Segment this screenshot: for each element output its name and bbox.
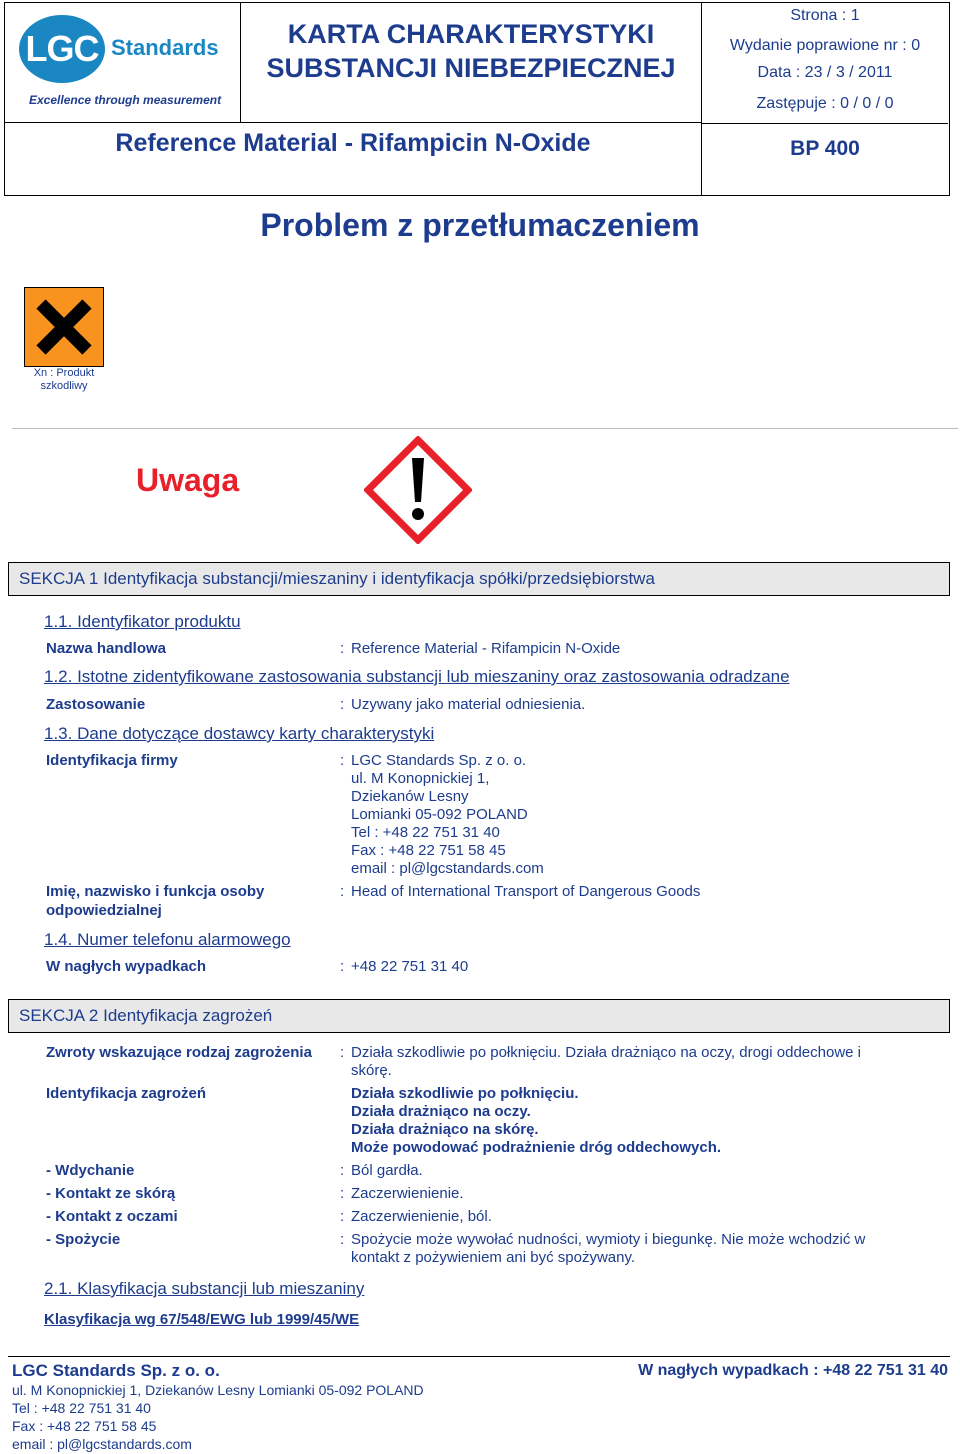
use-label: Zastosowanie bbox=[46, 696, 146, 713]
company-line: Fax : +48 22 751 58 45 bbox=[351, 842, 506, 859]
responsible-person-label: odpowiedzialnej bbox=[46, 902, 162, 919]
footer-tel: Tel : +48 22 751 31 40 bbox=[12, 1400, 151, 1416]
use-value: Uzywany jako material odniesienia. bbox=[351, 696, 586, 713]
meta-divider bbox=[702, 123, 948, 124]
ingestion-label: - Spożycie bbox=[46, 1231, 121, 1248]
meta-cell bbox=[701, 3, 949, 195]
section1-header bbox=[8, 562, 950, 596]
revision-date: Data : 23 / 3 / 2011 bbox=[757, 64, 893, 81]
hazard-statement: Działa drażniąco na skórę. bbox=[351, 1121, 539, 1138]
hazard-symbol-caption: szkodliwy bbox=[40, 380, 88, 392]
emergency-value: +48 22 751 31 40 bbox=[351, 958, 469, 975]
document-header bbox=[4, 2, 950, 196]
hazard-identification-label: Identyfikacja zagrożeń bbox=[46, 1085, 207, 1102]
colon: : bbox=[340, 883, 345, 900]
risk-phrases-label: Zwroty wskazujące rodzaj zagrożenia bbox=[46, 1044, 312, 1061]
footer-emergency: W nagłych wypadkach : +48 22 751 31 40 bbox=[638, 1362, 948, 1379]
emergency-label: W nagłych wypadkach bbox=[46, 958, 207, 975]
skin-contact-label: - Kontakt ze skórą bbox=[46, 1185, 176, 1202]
eye-contact-value: Zaczerwienienie, ból. bbox=[351, 1208, 492, 1225]
company-label: Identyfikacja firmy bbox=[46, 752, 178, 769]
subsection-2-1: 2.1. Klasyfikacja substancji lub mieszaniny bbox=[44, 1279, 365, 1298]
classification-directive: Klasyfikacja wg 67/548/EWG lub 1999/45/WE bbox=[44, 1311, 360, 1328]
eye-contact-label: - Kontakt z oczami bbox=[46, 1208, 178, 1225]
harmful-cross-icon bbox=[24, 287, 104, 367]
company-line: Dziekanów Lesny bbox=[351, 788, 469, 805]
company-line: Lomianki 05-092 POLAND bbox=[351, 806, 528, 823]
section1-title: SEKCJA 1 Identyfikacja substancji/mieszaniny i identyfikacja spółki/przedsiębiorstwa bbox=[19, 569, 655, 588]
responsible-person-label: Imię, nazwisko i funkcja osoby bbox=[46, 883, 265, 900]
supersedes: Zastępuje : 0 / 0 / 0 bbox=[756, 95, 894, 112]
company-line: Tel : +48 22 751 31 40 bbox=[351, 824, 500, 841]
colon: : bbox=[340, 1231, 345, 1248]
trade-name-label: Nazwa handlowa bbox=[46, 640, 167, 657]
ingestion-value: Spożycie może wywołać nudności, wymioty i biegunkę. Nie może wchodzić w bbox=[351, 1231, 866, 1248]
product-title: Reference Material - Rifampicin N-Oxide bbox=[115, 129, 591, 157]
footer-divider bbox=[8, 1356, 950, 1357]
subsection-1-1: 1.1. Identyfikator produktu bbox=[44, 612, 241, 631]
company-line: LGC Standards Sp. z o. o. bbox=[351, 752, 527, 769]
revision-number: Wydanie poprawione nr : 0 bbox=[729, 37, 921, 54]
colon: : bbox=[340, 958, 345, 975]
logo-tagline: Excellence through measurement bbox=[29, 93, 222, 107]
signal-word: Uwaga bbox=[136, 462, 240, 498]
hazard-statement: Działa szkodliwie po połknięciu. bbox=[351, 1085, 579, 1102]
footer-email: email : pl@lgcstandards.com bbox=[12, 1436, 192, 1452]
inhalation-label: - Wdychanie bbox=[46, 1162, 135, 1179]
footer-fax: Fax : +48 22 751 58 45 bbox=[12, 1418, 157, 1434]
hazard-statement: Może powodować podrażnienie dróg oddechowych. bbox=[351, 1139, 722, 1156]
lgc-logo: LGC bbox=[19, 15, 105, 83]
colon: : bbox=[340, 1185, 345, 1202]
colon: : bbox=[340, 1208, 345, 1225]
translation-notice: Problem z przetłumaczeniem bbox=[260, 207, 700, 243]
exclamation-mark-icon bbox=[364, 436, 472, 544]
company-email: email : pl@lgcstandards.com bbox=[351, 860, 544, 877]
logo-wordmark: Standards bbox=[111, 35, 219, 60]
page-number: Strona : 1 bbox=[790, 7, 860, 24]
ingestion-value: kontakt z pożywieniem ani być spożywany. bbox=[351, 1249, 636, 1266]
risk-phrases-value: skórę. bbox=[351, 1062, 392, 1079]
document-title-line2: SUBSTANCJI NIEBEZPIECZNEJ bbox=[266, 53, 676, 83]
colon: : bbox=[340, 752, 345, 769]
skin-contact-value: Zaczerwienienie. bbox=[351, 1185, 464, 1202]
section2-header bbox=[8, 999, 950, 1033]
colon: : bbox=[340, 1044, 345, 1061]
colon: : bbox=[340, 640, 345, 657]
footer-address: ul. M Konopnickiej 1, Dziekanów Lesny Lomianki 05-092 POLAND bbox=[12, 1382, 424, 1398]
subsection-1-4: 1.4. Numer telefonu alarmowego bbox=[44, 930, 291, 949]
title-cell bbox=[241, 3, 701, 123]
trade-name-value: Reference Material - Rifampicin N-Oxide bbox=[351, 640, 621, 657]
footer-company: LGC Standards Sp. z o. o. bbox=[12, 1361, 220, 1380]
risk-phrases-value: Działa szkodliwie po połknięciu. Działa drażniąco na oczy, drogi oddechowe i bbox=[351, 1044, 861, 1061]
product-code: BP 400 bbox=[790, 137, 860, 160]
company-line: ul. M Konopnickiej 1, bbox=[351, 770, 490, 787]
document-title-line1: KARTA CHARAKTERYSTYKI bbox=[287, 19, 655, 49]
logo-cell bbox=[5, 3, 241, 123]
section2-title: SEKCJA 2 Identyfikacja zagrożeń bbox=[19, 1006, 273, 1025]
responsible-person-value: Head of International Transport of Dangerous Goods bbox=[351, 883, 701, 900]
inhalation-value: Ból gardła. bbox=[351, 1162, 423, 1179]
hazard-statement: Działa drażniąco na oczy. bbox=[351, 1103, 531, 1120]
colon: : bbox=[340, 696, 345, 713]
hazard-symbol-caption: Xn : Produkt bbox=[33, 367, 95, 379]
colon: : bbox=[340, 1162, 345, 1179]
divider bbox=[12, 428, 958, 429]
subsection-1-2: 1.2. Istotne zidentyfikowane zastosowania substancji lub mieszaniny oraz zastosowania odradzane bbox=[44, 667, 790, 686]
subsection-1-3: 1.3. Dane dotyczące dostawcy karty charakterystyki bbox=[44, 724, 435, 743]
